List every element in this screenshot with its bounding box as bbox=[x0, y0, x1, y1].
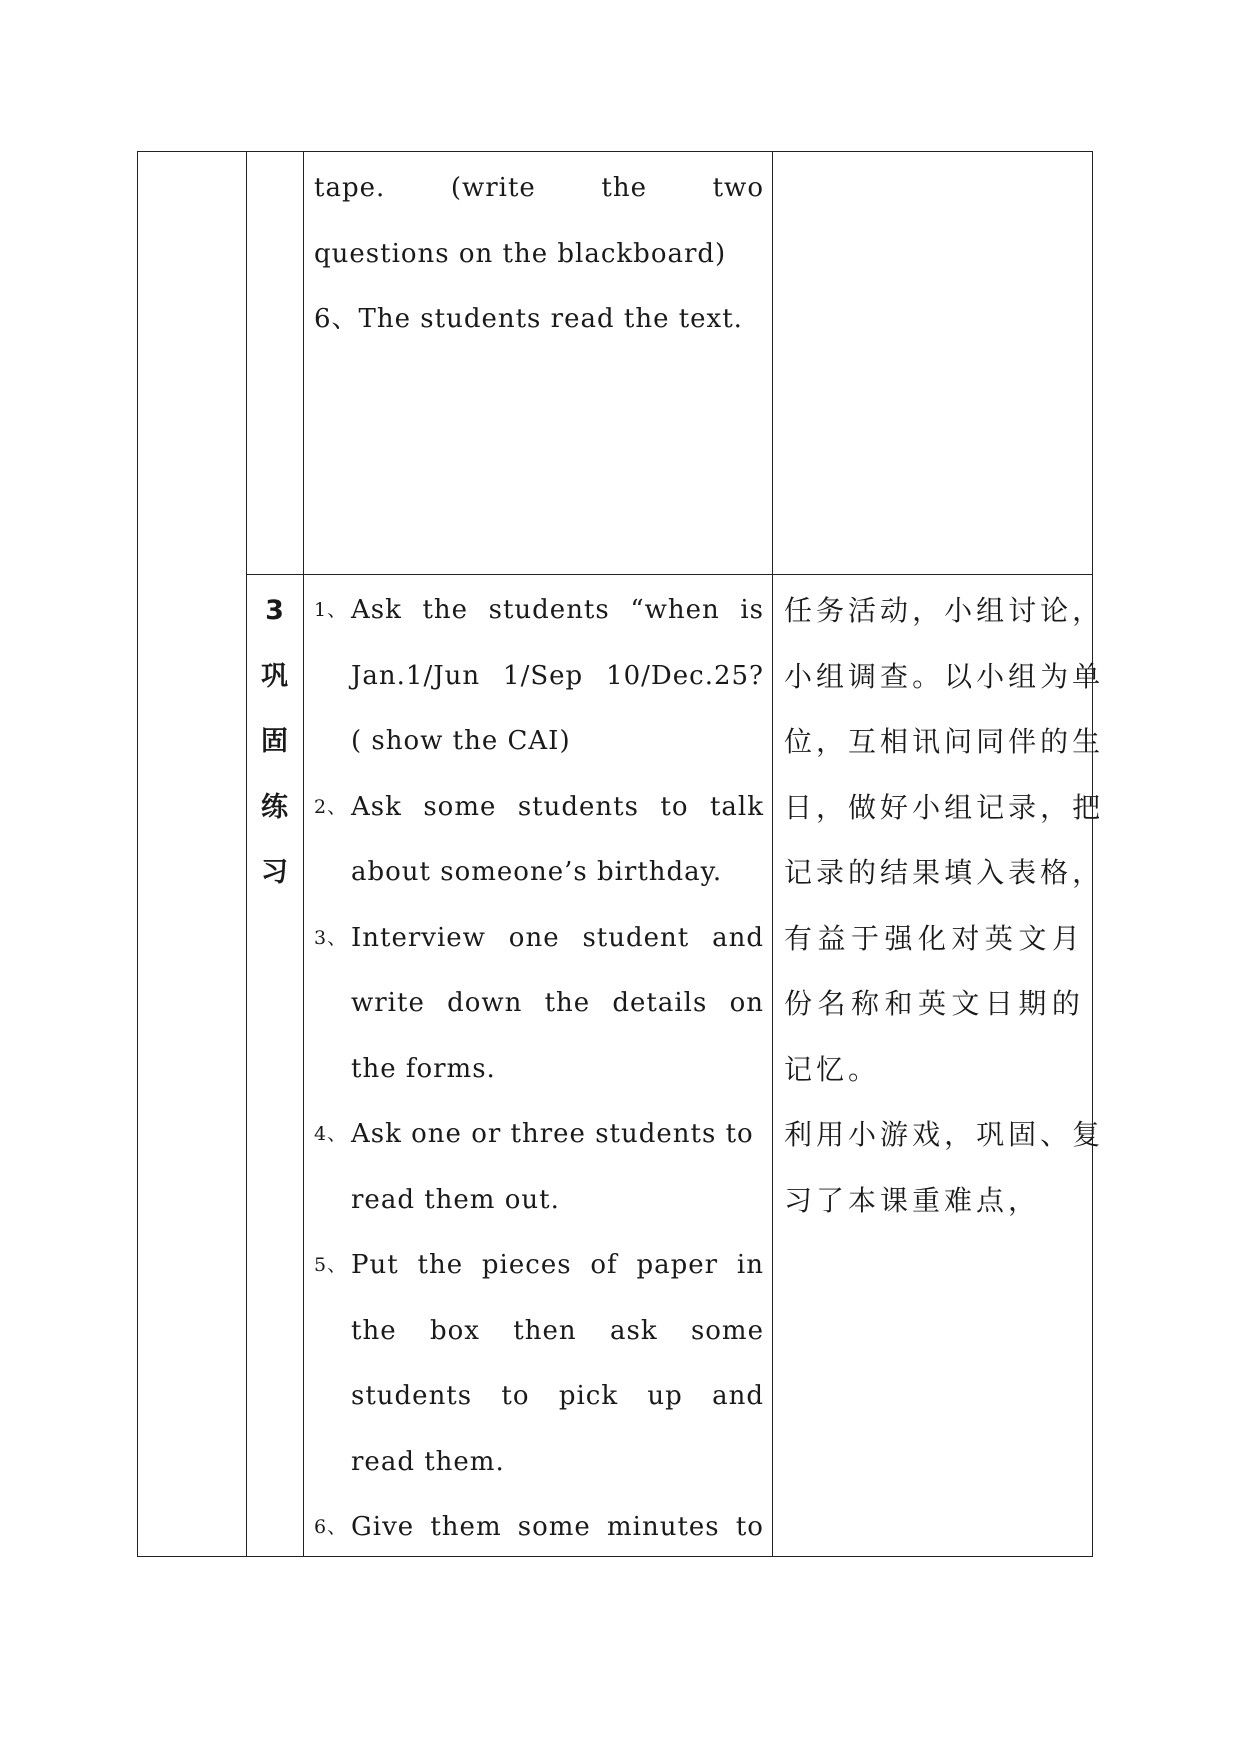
note-char: 任 bbox=[784, 594, 817, 627]
word: Interview bbox=[351, 922, 486, 953]
word: Give bbox=[351, 1512, 415, 1542]
note-char: 。 bbox=[912, 659, 945, 693]
step-number: 1、 bbox=[314, 599, 348, 621]
note-char: 问 bbox=[944, 725, 977, 758]
lesson-plan-table bbox=[137, 151, 1105, 1557]
word: students bbox=[488, 595, 610, 625]
note-char: 录 bbox=[1008, 790, 1041, 824]
note-char: 表 bbox=[1008, 856, 1041, 889]
word: some bbox=[423, 791, 497, 822]
column-divider bbox=[303, 152, 304, 1556]
note-char: 对 bbox=[951, 921, 984, 955]
word: Put bbox=[351, 1250, 399, 1280]
step-item bbox=[314, 1495, 764, 1561]
note-char: 于 bbox=[850, 921, 883, 955]
note-char: 结 bbox=[880, 856, 913, 889]
step-continuation bbox=[314, 1430, 764, 1496]
note-char: 记 bbox=[784, 856, 817, 889]
word: to bbox=[660, 791, 689, 822]
note-char: 的 bbox=[1051, 987, 1084, 1020]
word: then bbox=[513, 1315, 577, 1346]
word: and bbox=[712, 1381, 764, 1411]
note-char: ， bbox=[1072, 594, 1105, 627]
word: to bbox=[501, 1381, 530, 1411]
step-continuation bbox=[314, 1168, 764, 1234]
note-char: 期 bbox=[1018, 987, 1051, 1020]
step-continuation bbox=[314, 971, 764, 1037]
note-line bbox=[784, 578, 1105, 644]
text-line bbox=[314, 156, 764, 222]
note-char: 的 bbox=[848, 856, 881, 889]
word: one bbox=[508, 922, 560, 953]
note-char: ， bbox=[816, 725, 849, 758]
note-char: 填 bbox=[944, 856, 977, 889]
step-item bbox=[314, 906, 764, 972]
note-line bbox=[784, 644, 1105, 710]
step-body bbox=[351, 1102, 764, 1168]
note-char: 固 bbox=[1008, 1118, 1041, 1151]
word: pick bbox=[558, 1381, 619, 1411]
note-line bbox=[784, 840, 1105, 906]
word: down bbox=[447, 988, 523, 1018]
note-char: 组 bbox=[976, 594, 1009, 627]
step-body bbox=[351, 1495, 764, 1561]
row2-notes-cell bbox=[784, 578, 1105, 1233]
note-line bbox=[784, 775, 1105, 841]
note-char: 小 bbox=[944, 594, 977, 627]
word: the bbox=[544, 988, 591, 1018]
step-number: 6、 bbox=[314, 1516, 348, 1538]
word: “when bbox=[630, 595, 720, 625]
note-line bbox=[784, 906, 1084, 972]
note-char: 利 bbox=[784, 1118, 817, 1151]
step-continuation bbox=[314, 840, 764, 906]
note-line bbox=[784, 1102, 1105, 1168]
text-line: read them out. bbox=[351, 1184, 560, 1215]
word: 10/Dec.25? bbox=[606, 660, 764, 691]
word: Ask bbox=[351, 791, 402, 822]
note-line bbox=[784, 709, 1105, 775]
note-line: 习了本课重难点， bbox=[784, 1183, 1041, 1217]
word: and bbox=[712, 922, 764, 953]
word: (write bbox=[450, 173, 536, 203]
note-char: 讯 bbox=[912, 725, 945, 758]
stage-number: 3 bbox=[265, 595, 284, 626]
note-char: 巩 bbox=[976, 1118, 1009, 1151]
note-char: 位 bbox=[784, 725, 817, 758]
word: student bbox=[582, 922, 690, 953]
note-char: 小 bbox=[848, 1118, 881, 1151]
stage-char: 习 bbox=[261, 857, 288, 888]
note-char: ， bbox=[912, 594, 945, 627]
note-char: 做 bbox=[848, 790, 881, 824]
word: details bbox=[612, 988, 708, 1018]
step-continuation bbox=[314, 1299, 764, 1365]
word: 1/Sep bbox=[503, 660, 584, 691]
text-line bbox=[351, 644, 764, 710]
step-body bbox=[351, 906, 764, 972]
note-char: 记 bbox=[976, 790, 1009, 824]
word: box bbox=[429, 1315, 480, 1346]
word: students bbox=[351, 1381, 473, 1411]
note-char: 生 bbox=[1072, 725, 1105, 758]
note-char: 和 bbox=[884, 987, 917, 1020]
note-char: 用 bbox=[816, 1118, 849, 1151]
note-char: 日 bbox=[784, 790, 817, 824]
step-item bbox=[314, 1233, 764, 1299]
step-number: 4、 bbox=[314, 1123, 348, 1145]
note-char: 务 bbox=[816, 594, 849, 627]
note-char: 文 bbox=[1018, 921, 1051, 955]
note-char: 益 bbox=[817, 921, 850, 955]
note-char: 小 bbox=[912, 790, 945, 824]
note-char: 论 bbox=[1040, 594, 1073, 627]
note-char: 英 bbox=[917, 987, 950, 1020]
note-char: 活 bbox=[848, 594, 881, 627]
word: up bbox=[647, 1381, 683, 1411]
word: on bbox=[729, 988, 764, 1018]
step-number: 3、 bbox=[314, 926, 348, 949]
note-char: 戏 bbox=[912, 1118, 945, 1151]
word: tape. bbox=[314, 173, 386, 203]
step-continuation bbox=[314, 644, 764, 710]
text-line: about someone’s birthday. bbox=[351, 857, 723, 887]
column-divider bbox=[772, 152, 773, 1556]
note-char: 文 bbox=[951, 987, 984, 1020]
stage-char: 巩 bbox=[261, 660, 288, 692]
note-char: 为 bbox=[1040, 659, 1073, 693]
text-line: ( show the CAI) bbox=[351, 726, 571, 756]
note-char: 查 bbox=[880, 659, 913, 693]
note-char: 的 bbox=[1040, 725, 1073, 758]
word: Jan.1/Jun bbox=[351, 660, 481, 691]
word: of bbox=[590, 1250, 618, 1280]
text-line bbox=[351, 775, 764, 841]
word: in bbox=[736, 1250, 764, 1280]
note-char: 果 bbox=[912, 856, 945, 889]
note-char: 格 bbox=[1040, 856, 1073, 889]
word: the bbox=[422, 595, 469, 625]
text-line bbox=[351, 906, 764, 972]
text-line bbox=[351, 971, 764, 1037]
note-char: 单 bbox=[1072, 659, 1105, 693]
note-line bbox=[784, 971, 1084, 1037]
note-char: 好 bbox=[880, 790, 913, 824]
note-char: 相 bbox=[880, 725, 913, 758]
word: talk bbox=[709, 791, 764, 822]
note-char: 月 bbox=[1051, 921, 1084, 955]
note-char: 化 bbox=[917, 921, 950, 955]
row-divider bbox=[246, 574, 1092, 575]
word: is bbox=[740, 595, 764, 625]
word: two bbox=[712, 173, 764, 203]
text-line: Ask one or three students to bbox=[351, 1119, 754, 1149]
note-char: 、 bbox=[1040, 1118, 1073, 1151]
note-char: 把 bbox=[1072, 790, 1105, 824]
step-item bbox=[314, 775, 764, 841]
note-char: 以 bbox=[944, 659, 977, 693]
text-line bbox=[351, 1495, 764, 1561]
note-char: 英 bbox=[984, 921, 1017, 955]
word: Ask bbox=[351, 595, 402, 625]
word: minutes bbox=[607, 1512, 720, 1542]
row2-procedure-cell bbox=[314, 578, 764, 1561]
word: some bbox=[517, 1512, 591, 1542]
step-continuation bbox=[314, 709, 764, 775]
text-line bbox=[351, 1299, 764, 1365]
word: pieces bbox=[481, 1250, 572, 1280]
text-line: 6、The students read the text. bbox=[314, 304, 743, 334]
note-char: 组 bbox=[816, 659, 849, 693]
word: ask bbox=[609, 1315, 658, 1346]
text-line bbox=[351, 1233, 764, 1299]
note-char: 讨 bbox=[1008, 594, 1041, 627]
note-char: 称 bbox=[850, 987, 883, 1020]
row1-procedure-cell bbox=[314, 156, 764, 353]
text-line: the forms. bbox=[351, 1053, 496, 1084]
note-char: 入 bbox=[976, 856, 1009, 889]
word: write bbox=[351, 988, 425, 1018]
stage-char: 固 bbox=[261, 726, 288, 757]
note-char: 名 bbox=[817, 987, 850, 1020]
text-line bbox=[351, 1364, 764, 1430]
note-char: 伴 bbox=[1008, 725, 1041, 758]
note-char: ， bbox=[1072, 856, 1105, 889]
note-char: 同 bbox=[976, 725, 1009, 758]
step-continuation bbox=[314, 1364, 764, 1430]
note-char: 小 bbox=[784, 659, 817, 693]
word: the bbox=[417, 1250, 464, 1280]
step-continuation bbox=[314, 1037, 764, 1103]
note-char: 小 bbox=[976, 659, 1009, 693]
step-body bbox=[351, 578, 764, 644]
note-char: 录 bbox=[816, 856, 849, 889]
word: students bbox=[517, 791, 639, 822]
note-char: 日 bbox=[984, 987, 1017, 1020]
word: some bbox=[690, 1315, 764, 1346]
stage-label bbox=[246, 578, 303, 906]
step-number: 2、 bbox=[314, 795, 348, 818]
stage-char: 练 bbox=[261, 791, 288, 823]
word: them bbox=[430, 1512, 502, 1542]
step-item bbox=[314, 1102, 764, 1168]
note-line: 记忆。 bbox=[784, 1052, 881, 1086]
step-body bbox=[351, 775, 764, 841]
note-char: 动 bbox=[880, 594, 913, 627]
word: the bbox=[351, 1315, 397, 1346]
note-char: ， bbox=[1040, 790, 1073, 824]
note-char: 强 bbox=[884, 921, 917, 955]
note-char: 调 bbox=[848, 659, 881, 693]
note-char: ， bbox=[816, 790, 849, 824]
note-char: 复 bbox=[1072, 1118, 1105, 1151]
step-body bbox=[351, 1233, 764, 1299]
step-item bbox=[314, 578, 764, 644]
word: paper bbox=[636, 1250, 719, 1280]
note-char: 有 bbox=[784, 921, 817, 955]
note-char: 组 bbox=[1008, 659, 1041, 693]
word: the bbox=[601, 173, 648, 203]
note-char: 组 bbox=[944, 790, 977, 824]
step-number: 5、 bbox=[314, 1254, 348, 1276]
note-char: 游 bbox=[880, 1118, 913, 1151]
note-char: ， bbox=[944, 1118, 977, 1151]
text-line bbox=[351, 578, 764, 644]
word: to bbox=[735, 1512, 764, 1542]
note-char: 份 bbox=[784, 987, 817, 1020]
text-line: read them. bbox=[351, 1446, 505, 1477]
note-char: 互 bbox=[848, 725, 881, 758]
text-line: questions on the blackboard) bbox=[314, 238, 727, 269]
